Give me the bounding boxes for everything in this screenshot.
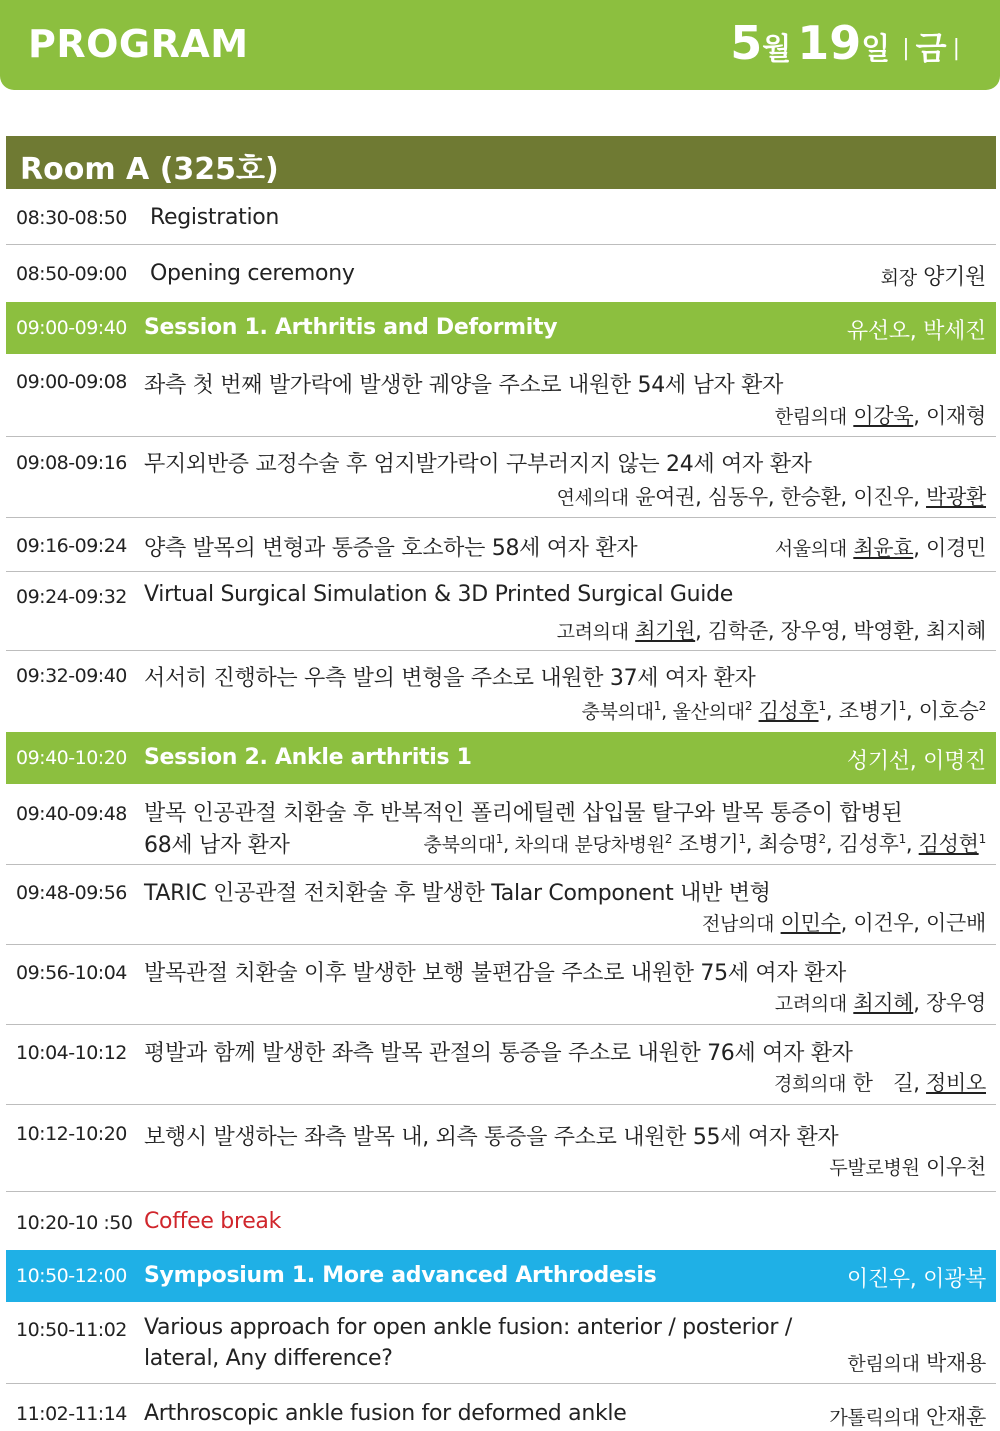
row-title: 좌측 첫 번째 발가락에 발생한 궤양을 주소로 내원한 54세 남자 환자: [144, 373, 784, 398]
session-bar: [6, 302, 996, 354]
row-authors: 가톨릭의대 안재훈: [829, 1405, 986, 1429]
row-authors: 충북의대$^1$, 울산의대$^2$ 김성후$^1$, 조병기$^1$, 이호승$^2$: [581, 699, 986, 723]
date-separator: |: [952, 36, 960, 61]
row-time: 11:02-11:14: [16, 1403, 127, 1425]
row-authors: 고려의대 최기원, 김학준, 장우영, 박영환, 최지혜: [556, 619, 986, 643]
schedule-row: [6, 1384, 996, 1429]
session-title: Session 1. Arthritis and Deformity: [144, 315, 558, 340]
row-title-line2: 68세 남자 환자: [144, 833, 290, 858]
row-title: Arthroscopic ankle fusion for deformed ankle: [144, 1401, 627, 1426]
room-heading: [6, 136, 996, 189]
row-time: 09:16-09:24: [16, 535, 127, 557]
session-bar: [6, 732, 996, 784]
row-authors: 연세의대 윤여권, 심동우, 한승환, 이진우, 박광환: [556, 485, 986, 509]
row-title-line1: Various approach for open ankle fusion: anterior / posterior /: [144, 1315, 792, 1340]
row-authors: 전남의대 이민수, 이건우, 이근배: [702, 911, 986, 935]
date-day: 19: [797, 16, 862, 70]
schedule-row: [6, 518, 996, 572]
session-time: 09:00-09:40: [16, 317, 127, 339]
row-title: 발목관절 치환술 이후 발생한 보행 불편감을 주소로 내원한 75세 여자 환자: [144, 961, 846, 986]
row-time: 09:56-10:04: [16, 962, 127, 984]
row-time: 10:12-10:20: [16, 1123, 127, 1145]
row-time: 10:50-11:02: [16, 1319, 127, 1341]
symposium-bar: [6, 1250, 996, 1302]
row-authors: 한림의대 이강욱, 이재형: [774, 404, 986, 428]
session-chairs: 이진우, 이광복: [846, 1267, 986, 1292]
session-chairs: 유선오, 박세진: [846, 319, 986, 344]
schedule-row: [6, 356, 996, 437]
row-authors: 충북의대$^1$, 차의대 분당차병원$^2$ 조병기$^1$, 최승명$^2$, 김성후$^1$, 김성현$^1$: [423, 832, 986, 856]
schedule-row: [6, 245, 996, 301]
session-title: Symposium 1. More advanced Arthrodesis: [144, 1263, 657, 1288]
date-day-unit: 일: [861, 32, 891, 67]
row-authors: 고려의대 최지혜, 장우영: [774, 991, 986, 1015]
row-time: 10:20-10 :50: [16, 1212, 133, 1234]
schedule-row: [6, 572, 996, 651]
program-date: [730, 16, 966, 70]
schedule-row: [6, 651, 996, 731]
schedule-row: [6, 1302, 996, 1384]
date-weekday: 금: [915, 29, 947, 67]
date-month-unit: 월: [762, 32, 792, 67]
row-title: 서서히 진행하는 우측 발의 변형을 주소로 내원한 37세 여자 환자: [144, 666, 756, 691]
room-label: Room A (325호): [20, 152, 279, 187]
row-authors: 경희의대 한 길, 정비오: [773, 1071, 986, 1095]
session-time: 10:50-12:00: [16, 1265, 127, 1287]
row-title: 양측 발목의 변형과 통증을 호소하는 58세 여자 환자: [144, 536, 638, 561]
row-speaker: 회장 양기원: [880, 265, 986, 290]
schedule-row: [6, 189, 996, 245]
row-title: TARIC 인공관절 전치환술 후 발생한 Talar Component 내반 변형: [144, 881, 771, 906]
date-separator: |: [902, 36, 910, 61]
schedule-row: [6, 945, 996, 1025]
row-authors: 한림의대 박재용: [847, 1351, 986, 1375]
schedule-row: [6, 437, 996, 518]
row-title-line2: lateral, Any difference?: [144, 1346, 393, 1371]
row-title: 무지외반증 교정수술 후 엄지발가락이 구부러지지 않는 24세 여자 환자: [144, 452, 812, 477]
program-header: [0, 0, 1000, 90]
row-title: Virtual Surgical Simulation & 3D Printed Surgical Guide: [144, 582, 733, 607]
row-time: 08:30-08:50: [16, 207, 127, 229]
coffee-break-label: Coffee break: [144, 1209, 282, 1234]
row-time: 09:00-09:08: [16, 371, 127, 393]
session-time: 09:40-10:20: [16, 747, 127, 769]
session-title: Session 2. Ankle arthritis 1: [144, 745, 472, 770]
row-title: Registration: [150, 205, 280, 230]
row-time: 09:24-09:32: [16, 586, 127, 608]
row-time: 08:50-09:00: [16, 263, 127, 285]
program-title: PROGRAM: [28, 22, 249, 66]
date-month: 5: [730, 16, 763, 70]
row-time: 09:48-09:56: [16, 882, 127, 904]
row-title-line1: 발목 인공관절 치환술 후 반복적인 폴리에틸렌 삽입물 탈구와 발목 통증이 합병된: [144, 801, 903, 826]
row-time: 09:08-09:16: [16, 452, 127, 474]
row-title: 보행시 발생하는 좌측 발목 내, 외측 통증을 주소로 내원한 55세 여자 환자: [144, 1125, 839, 1150]
row-authors: 두발로병원 이우천: [829, 1155, 986, 1179]
schedule-row: [6, 1025, 996, 1105]
schedule-row: [6, 1105, 996, 1192]
row-title: Opening ceremony: [150, 261, 355, 286]
session-chairs: 성기선, 이명진: [846, 749, 986, 774]
row-time: 10:04-10:12: [16, 1042, 127, 1064]
schedule-row: [6, 786, 996, 865]
schedule-row: [6, 865, 996, 945]
row-time: 09:40-09:48: [16, 803, 127, 825]
row-authors: 서울의대 최윤효, 이경민: [774, 536, 986, 560]
row-time: 09:32-09:40: [16, 665, 127, 687]
row-title: 평발과 함께 발생한 좌측 발목 관절의 통증을 주소로 내원한 76세 여자 환자: [144, 1041, 853, 1066]
schedule-row: [6, 1193, 996, 1249]
